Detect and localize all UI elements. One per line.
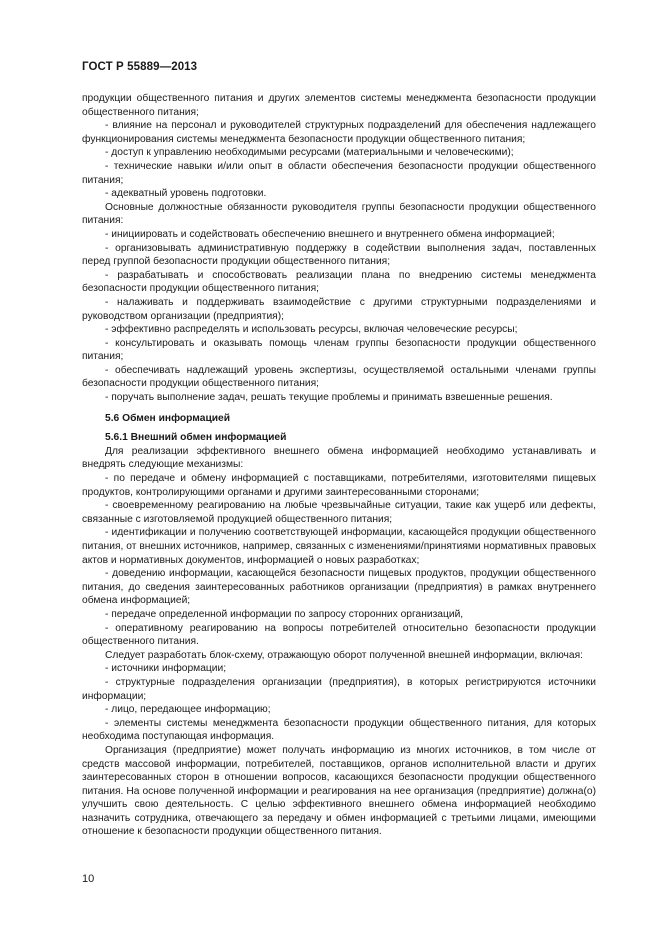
paragraph: Организация (предприятие) может получать информацию из многих источников, в том числе от средств массовой информации, потребителей, поставщиков, органов исполнительной власти и других заинтересованных сторон в отношении вопросов, касающихся безопасности продукции общественного питания. На основе полученной информации и реагирования на нее организация (предприятие) должна(о) улучшить свою деятельность. С целью эффективного внешнего обмена информацией необходимо назначить сотрудника, отвечающего за передачу и обмен информацией с третьими лицами, имеющими отношение к безопасности продукции общественного питания. — [82, 744, 596, 838]
paragraph: Основные должностные обязанности руководителя группы безопасности продукции общественного питания: — [82, 201, 596, 227]
paragraph: - элементы системы менеджмента безопасности продукции общественного питания, для которых необходима поступающая информация. — [82, 717, 596, 743]
paragraph: - своевременному реагированию на любые чрезвычайные ситуации, такие как ущерб или дефекты, связанные с изготовляемой продукцией общественного питания; — [82, 500, 596, 525]
paragraph: - структурные подразделения организации (предприятия), в которых регистрируются источники информации; — [82, 676, 596, 702]
document-body — [82, 92, 596, 839]
paragraph: - технические навыки и/или опыт в области обеспечения безопасности продукции общественного питания; — [82, 160, 596, 186]
paragraph: - влияние на персонал и руководителей структурных подразделений для обеспечения надлежащего функционирования системы менеджмента безопасности продукции общественного питания; — [82, 120, 596, 145]
paragraph: - доведению информации, касающейся безопасности пищевых продуктов, продукции общественного питания, до сведения заинтересованных работников организации (предприятия) в рамках внутреннего обмена информацией; — [82, 568, 596, 607]
paragraph: - передаче определенной информации по запросу сторонних организаций, — [105, 608, 464, 620]
paragraph: Для реализации эффективного внешнего обмена информацией необходимо устанавливать и внедрять следующие механизмы: — [82, 445, 596, 471]
paragraph: - лицо, передающее информацию; — [105, 704, 271, 716]
paragraph: - обеспечивать надлежащий уровень экспертизы, осуществляемой остальными членами группы безопасности продукции общественного питания; — [82, 364, 596, 390]
paragraph: - источники информации; — [105, 663, 227, 675]
page-number: 10 — [82, 873, 95, 885]
paragraph: продукции общественного питания и других элементов системы менеджмента безопасности продукции общественного питания; — [82, 93, 596, 118]
document-header: ГОСТ Р 55889—2013 — [82, 61, 198, 73]
paragraph: - доступ к управлению необходимыми ресурсами (материальными и человеческими); — [105, 147, 514, 159]
paragraph: - организовывать административную поддержку в содействии выполнения задач, поставленных перед группой безопасности продукции общественного питания; — [82, 242, 596, 268]
paragraph: - эффективно распределять и использовать ресурсы, включая человеческие ресурсы; — [105, 324, 518, 336]
paragraph: - инициировать и содействовать обеспечению внешнего и внутреннего обмена информацией; — [105, 228, 555, 240]
paragraph: - разрабатывать и способствовать реализации плана по внедрению системы менеджмента безопасности продукции общественного питания; — [82, 269, 596, 295]
paragraph: - оперативному реагированию на вопросы потребителей относительно безопасности продукции общественного питания. — [82, 622, 596, 648]
paragraph: - консультировать и оказывать помощь членам группы безопасности продукции общественного питания; — [82, 337, 596, 363]
paragraph: - поручать выполнение задач, решать текущие проблемы и принимать взвешенные решения. — [105, 392, 553, 404]
paragraph: - по передаче и обмену информацией с поставщиками, потребителями, изготовителями пищевых продуктов, контролирующими органами и другими заинтересованными сторонами; — [82, 473, 596, 498]
paragraph: Следует разработать блок-схему, отражающую оборот полученной внешней информации, включая: — [105, 649, 583, 661]
section-heading: 5.6 Обмен информацией — [105, 412, 231, 424]
paragraph: - налаживать и поддерживать взаимодействие с другими структурными подразделениями и руководством организации (предприятия); — [82, 296, 596, 322]
subsection-heading: 5.6.1 Внешний обмен информацией — [105, 432, 287, 444]
paragraph: - идентификации и получению соответствующей информации, касающейся продукции общественного питания, от внешних источников, например, связанных с изменениями/принятиями нормативных правовых актов и нормативных документов, информацией о новых разработках; — [82, 527, 596, 566]
paragraph: - адекватный уровень подготовки. — [105, 188, 267, 200]
